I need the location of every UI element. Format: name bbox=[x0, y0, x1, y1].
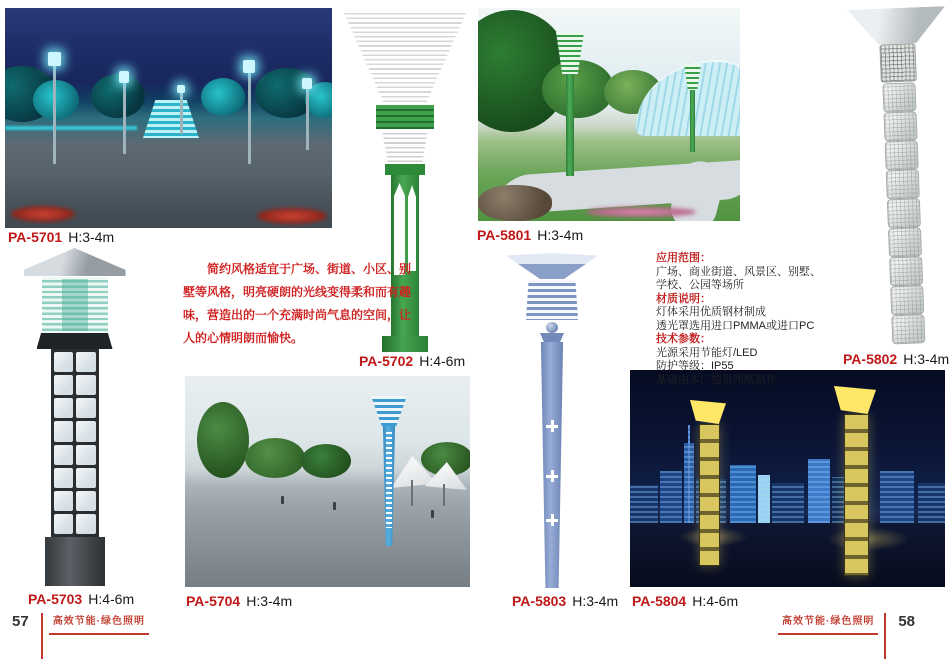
green-lamp-shaft bbox=[690, 90, 695, 152]
product-id: PA-5704 bbox=[186, 593, 241, 609]
tree bbox=[245, 438, 305, 478]
glass-cell bbox=[76, 421, 96, 441]
style-description: 简约风格适宜于广场、街道、小区、别墅等风格，明亮硬朗的光线变得柔和而有趣味，营造出的一个充满时尚气息的空间，让人的心情明朗而愉快。 bbox=[183, 262, 412, 345]
product-id: PA-5802 bbox=[843, 351, 898, 367]
page-number-right: 58 bbox=[898, 613, 916, 630]
footer-divider bbox=[41, 613, 43, 659]
glowing-lamp-head bbox=[48, 52, 61, 66]
light-pole bbox=[306, 88, 309, 150]
spec-heading-technical: 技术参数： bbox=[656, 333, 711, 345]
photo-night-city bbox=[630, 370, 945, 587]
pedestrian bbox=[333, 502, 336, 510]
dark-collar bbox=[37, 333, 113, 349]
glowing-lamp-head bbox=[302, 78, 312, 89]
product-id: PA-5804 bbox=[632, 593, 687, 609]
flower-bed bbox=[257, 208, 327, 224]
spec-heading-application: 应用范围： bbox=[656, 252, 711, 264]
pole-collar bbox=[385, 164, 425, 175]
tapered-column bbox=[537, 342, 567, 588]
product-label-pa5802 bbox=[843, 351, 949, 367]
yellow-lamp-cap bbox=[690, 400, 726, 424]
spec-line: 广场、商业街道、风景区、别墅、 bbox=[656, 265, 821, 278]
lit-tree bbox=[33, 80, 79, 120]
photo-plaza-blue-pole bbox=[185, 376, 470, 587]
louver-stack bbox=[382, 130, 428, 164]
pedestrian bbox=[431, 510, 434, 518]
cross-perforation bbox=[546, 470, 558, 482]
product-height: H:3-4m bbox=[572, 593, 619, 609]
spec-line: 透光罩选用进口PMMA或进口PC bbox=[656, 319, 815, 332]
cube-segment bbox=[884, 111, 918, 141]
tree bbox=[301, 444, 351, 478]
product-id: PA-5701 bbox=[8, 229, 63, 245]
flower-bed bbox=[11, 206, 75, 222]
green-fin-block bbox=[376, 105, 434, 129]
footer-left bbox=[6, 613, 149, 659]
spec-heading-material: 材质说明： bbox=[656, 292, 711, 305]
glass-cell bbox=[76, 398, 96, 418]
tower-antenna bbox=[688, 425, 690, 523]
photo-day-park bbox=[478, 8, 740, 221]
yellow-lamp-cap bbox=[834, 386, 876, 414]
cross-perforation bbox=[546, 420, 558, 432]
glass-cell bbox=[76, 352, 96, 372]
cube-segment bbox=[891, 314, 925, 344]
pole-assembly bbox=[846, 6, 950, 350]
spec-line: 防护等级：IP55 bbox=[656, 360, 734, 372]
glass-cell bbox=[76, 491, 96, 511]
pole-collar bbox=[540, 333, 564, 342]
flared-cap bbox=[847, 6, 946, 46]
glass-cell bbox=[76, 514, 96, 534]
cube-segment bbox=[890, 285, 924, 315]
spec-line: 光源采用节能灯/LED bbox=[656, 346, 758, 359]
building bbox=[808, 459, 830, 523]
pedestrian bbox=[281, 496, 284, 504]
product-render-pa5703 bbox=[12, 248, 137, 586]
glowing-lamp-head bbox=[119, 71, 129, 83]
product-label-pa5702 bbox=[359, 353, 465, 369]
light-pole bbox=[180, 92, 183, 134]
glass-cell bbox=[76, 468, 96, 488]
cross-perforation bbox=[546, 514, 558, 526]
cube-segment bbox=[886, 169, 920, 199]
product-render-pa5802 bbox=[846, 8, 946, 348]
spec-panel bbox=[656, 252, 846, 387]
glass-cell bbox=[54, 445, 74, 465]
product-height: H:4-6m bbox=[88, 591, 135, 607]
cube-segment bbox=[885, 140, 919, 170]
lit-building bbox=[758, 475, 770, 523]
building bbox=[918, 483, 945, 523]
cube-segment bbox=[889, 256, 923, 286]
light-pole bbox=[248, 72, 251, 164]
spec-line: 灯体采用优质钢材制成 bbox=[656, 306, 766, 318]
glass-cell bbox=[76, 375, 96, 395]
light-pole bbox=[123, 82, 126, 154]
louver-core bbox=[62, 279, 88, 331]
yellow-lamp-column bbox=[844, 414, 869, 576]
product-render-pa5803 bbox=[498, 253, 606, 588]
grid-lamp-cube bbox=[879, 43, 916, 82]
louver-lamp-head bbox=[526, 280, 578, 320]
product-id: PA-5803 bbox=[512, 593, 567, 609]
tree bbox=[91, 74, 145, 118]
footer-slogan: 高效节能·绿色照明 bbox=[778, 613, 878, 635]
glass-cell bbox=[54, 398, 74, 418]
green-lamp-shaft bbox=[566, 74, 574, 176]
product-height: H:4-6m bbox=[419, 353, 466, 369]
building bbox=[730, 465, 756, 523]
lit-tree bbox=[201, 78, 245, 116]
glass-cell bbox=[54, 421, 74, 441]
product-label-pa5801 bbox=[477, 227, 583, 243]
glass-cube-column bbox=[51, 349, 99, 537]
flared-cap bbox=[506, 253, 598, 279]
light-pole bbox=[53, 64, 56, 164]
footer-divider bbox=[884, 613, 886, 659]
product-height: H:3-4m bbox=[903, 351, 950, 367]
lit-waterfall-steps bbox=[143, 100, 199, 138]
footer-right bbox=[778, 613, 921, 659]
product-height: H:3-4m bbox=[246, 593, 293, 609]
product-label-pa5701 bbox=[8, 229, 114, 245]
blue-lamp-louvers bbox=[386, 432, 392, 528]
product-label-pa5804 bbox=[632, 593, 738, 609]
blue-lamp-head bbox=[371, 396, 407, 426]
spec-line: 基础由本厂提供图纸制作 bbox=[656, 373, 777, 386]
glowing-lamp-head bbox=[243, 60, 255, 73]
glass-cell bbox=[54, 352, 74, 372]
rocks bbox=[478, 185, 552, 221]
page-number-left: 57 bbox=[12, 613, 29, 630]
building bbox=[660, 471, 682, 523]
product-height: H:3-4m bbox=[68, 229, 115, 245]
canopy-leg bbox=[443, 484, 445, 506]
footer-slogan: 高效节能·绿色照明 bbox=[49, 613, 149, 635]
building bbox=[772, 483, 804, 523]
photo-night-plaza bbox=[5, 8, 332, 228]
flower-bed bbox=[586, 207, 696, 217]
product-label-pa5704 bbox=[186, 593, 292, 609]
building bbox=[880, 471, 914, 523]
pyramid-cap bbox=[24, 248, 126, 276]
louver-crown bbox=[344, 10, 466, 104]
yellow-lamp-column bbox=[699, 424, 720, 566]
cube-segment bbox=[887, 198, 921, 228]
glass-cell bbox=[76, 445, 96, 465]
product-id: PA-5703 bbox=[28, 591, 83, 607]
product-id: PA-5702 bbox=[359, 353, 414, 369]
tree bbox=[197, 402, 249, 478]
glass-cell bbox=[54, 375, 74, 395]
product-label-pa5703 bbox=[28, 591, 134, 607]
glass-cell bbox=[54, 468, 74, 488]
cube-segment bbox=[882, 82, 916, 112]
canopy-leg bbox=[411, 480, 413, 506]
product-height: H:3-4m bbox=[537, 227, 584, 243]
lit-railing bbox=[5, 126, 137, 130]
spec-line: 学校、公园等场所 bbox=[656, 279, 744, 291]
sphere-joint bbox=[546, 322, 558, 333]
glowing-lamp-head bbox=[177, 85, 185, 93]
cube-segment bbox=[888, 227, 922, 257]
glass-cell bbox=[54, 491, 74, 511]
building bbox=[630, 485, 658, 523]
pole-base bbox=[45, 537, 105, 586]
product-label-pa5803 bbox=[512, 593, 618, 609]
glass-cell bbox=[54, 514, 74, 534]
product-id: PA-5801 bbox=[477, 227, 532, 243]
product-height: H:4-6m bbox=[692, 593, 739, 609]
